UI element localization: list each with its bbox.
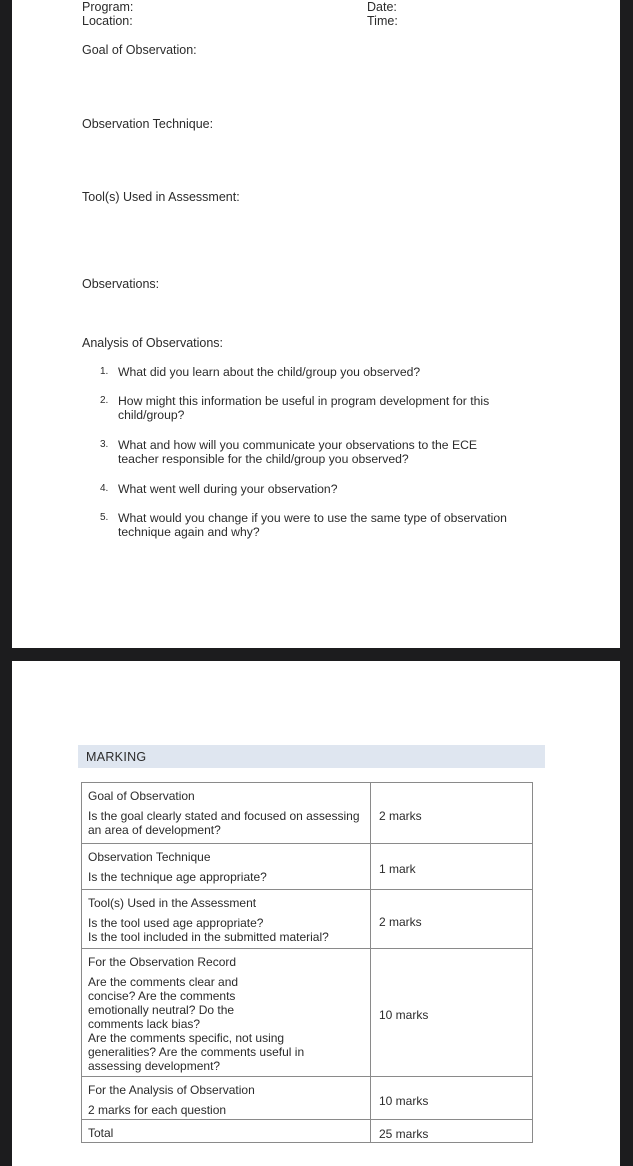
table-row bbox=[82, 844, 533, 890]
form-page bbox=[12, 0, 620, 648]
table-row bbox=[82, 1077, 533, 1120]
table-row bbox=[82, 949, 533, 1077]
criteria-line: Is the tool used age appropriate? bbox=[88, 916, 264, 930]
question-text: What did you learn about the child/group you observed? bbox=[118, 365, 421, 379]
question-text: What would you change if you were to use the same type of observation technique again and why? bbox=[118, 511, 507, 539]
marks-cell: 2 marks bbox=[371, 890, 533, 949]
location-label: Location: bbox=[82, 14, 133, 28]
criteria-cell bbox=[82, 844, 371, 890]
marking-table bbox=[81, 782, 533, 1143]
marks-cell: 2 marks bbox=[371, 783, 533, 844]
marking-header-bar bbox=[78, 745, 545, 768]
analysis-heading: Analysis of Observations: bbox=[82, 336, 224, 350]
marks-cell: 1 mark bbox=[371, 844, 533, 890]
criteria-cell bbox=[82, 1120, 371, 1143]
question-text: What went well during your observation? bbox=[118, 482, 338, 496]
question-number: 4. bbox=[100, 483, 109, 494]
criteria-title: Total bbox=[88, 1126, 114, 1140]
marking-title: MARKING bbox=[86, 750, 147, 764]
criteria-cell bbox=[82, 1077, 371, 1120]
goal-of-observation-heading: Goal of Observation: bbox=[82, 43, 197, 57]
question-number: 3. bbox=[100, 439, 109, 450]
question-text: What and how will you communicate your observations to the ECE teacher responsible for the child/group you observed? bbox=[118, 438, 478, 466]
criteria-title: For the Analysis of Observation bbox=[88, 1083, 255, 1097]
criteria-line: Are the comments specific, not using generalities? Are the comments useful in assessing development? bbox=[88, 1031, 305, 1073]
question-number: 2. bbox=[100, 395, 109, 406]
criteria-cell bbox=[82, 890, 371, 949]
table-row bbox=[82, 890, 533, 949]
criteria-title: Observation Technique bbox=[88, 850, 211, 864]
program-label: Program: bbox=[82, 0, 134, 14]
criteria-line: Is the goal clearly stated and focused on assessing an area of development? bbox=[88, 809, 360, 837]
time-label: Time: bbox=[367, 14, 398, 28]
tools-used-heading: Tool(s) Used in Assessment: bbox=[82, 190, 240, 204]
criteria-line: Is the technique age appropriate? bbox=[88, 870, 267, 884]
marks-cell: 25 marks bbox=[371, 1120, 533, 1143]
table-row bbox=[82, 1120, 533, 1143]
criteria-line: Are the comments clear and concise? Are the comments emotionally neutral? Do the comments lack bias? bbox=[88, 975, 239, 1031]
criteria-cell bbox=[82, 949, 371, 1077]
date-label: Date: bbox=[367, 0, 397, 14]
criteria-cell bbox=[82, 783, 371, 844]
marks-cell: 10 marks bbox=[371, 1077, 533, 1120]
observation-technique-heading: Observation Technique: bbox=[82, 117, 214, 131]
observations-heading: Observations: bbox=[82, 277, 160, 291]
question-text: How might this information be useful in program development for this child/group? bbox=[118, 394, 490, 422]
criteria-title: Goal of Observation bbox=[88, 789, 195, 803]
marks-cell: 10 marks bbox=[371, 949, 533, 1077]
criteria-line: Is the tool included in the submitted material? bbox=[88, 930, 329, 944]
criteria-title: Tool(s) Used in the Assessment bbox=[88, 896, 257, 910]
criteria-title: For the Observation Record bbox=[88, 955, 237, 969]
marking-page bbox=[12, 661, 620, 1166]
criteria-line: 2 marks for each question bbox=[88, 1103, 227, 1117]
question-number: 1. bbox=[100, 366, 109, 377]
question-number: 5. bbox=[100, 512, 109, 523]
table-row bbox=[82, 783, 533, 844]
